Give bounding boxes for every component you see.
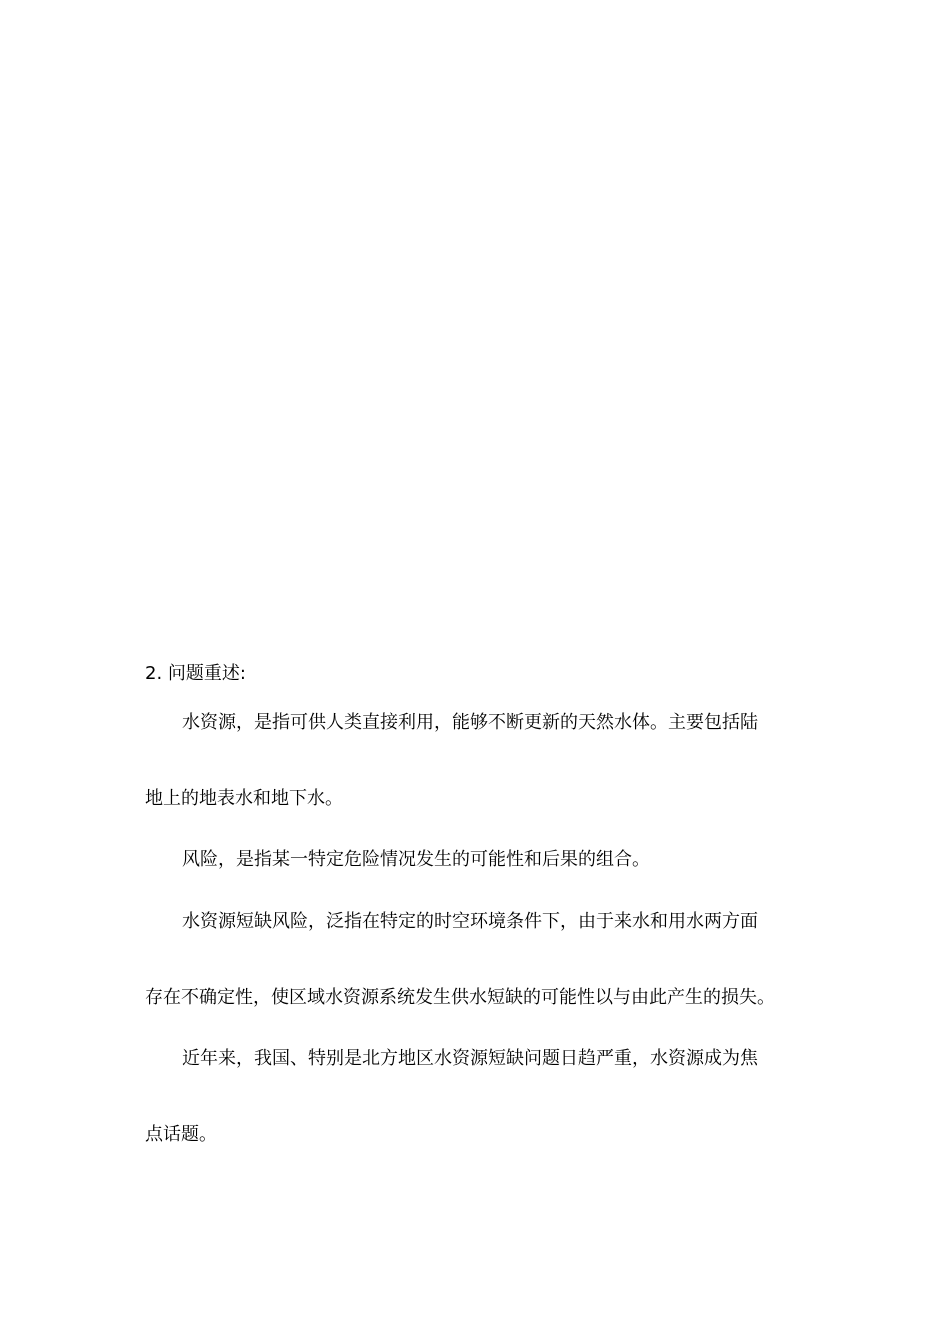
paragraph-2-line-1: 风险，是指某一特定危险情况发生的可能性和后果的组合。 xyxy=(182,849,650,870)
section-heading: 2. 问题重述: xyxy=(145,663,246,684)
paragraph-4-line-1: 近年来，我国、特别是北方地区水资源短缺问题日趋严重，水资源成为焦 xyxy=(182,1048,758,1069)
paragraph-3-line-1: 水资源短缺风险，泛指在特定的时空环境条件下，由于来水和用水两方面 xyxy=(182,911,758,932)
paragraph-1-line-2: 地上的地表水和地下水。 xyxy=(145,788,343,809)
paragraph-3-line-2: 存在不确定性，使区域水资源系统发生供水短缺的可能性以与由此产生的损失。 xyxy=(145,987,775,1008)
paragraph-1-line-1: 水资源，是指可供人类直接利用，能够不断更新的天然水体。主要包括陆 xyxy=(182,712,758,733)
paragraph-4-line-2: 点话题。 xyxy=(145,1124,217,1145)
